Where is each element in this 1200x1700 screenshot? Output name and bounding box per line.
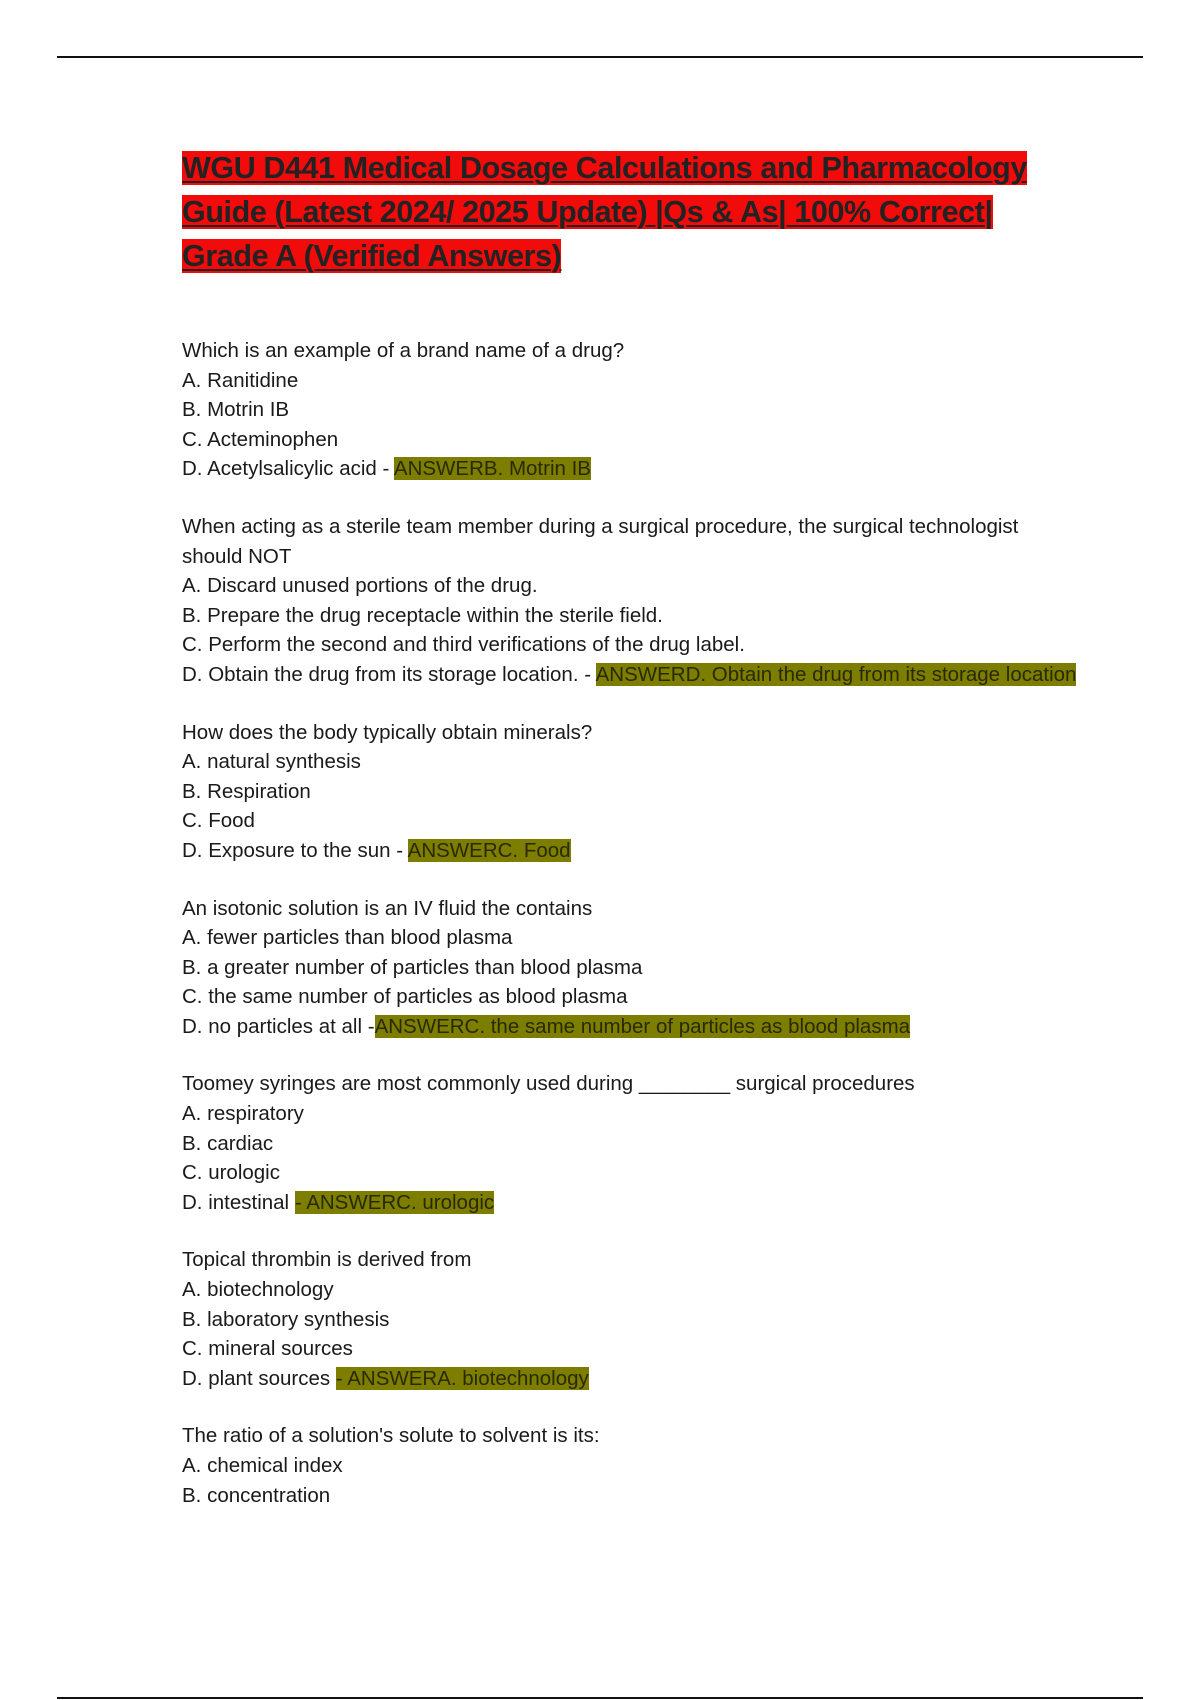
option-d: D. Acetylsalicylic acid [182,457,377,481]
answer-highlight: - ANSWERC. urologic [294,1190,495,1214]
answer-separator [330,1367,336,1390]
option-a: A. Ranitidine [182,368,299,392]
answer-separator: - [578,662,596,686]
question-text: When acting as a sterile team member during a surgical procedure, the surgical technologist should NOT [182,514,1019,568]
option-d-with-answer [182,1364,1082,1394]
question-block-6 [182,1245,1082,1393]
option-b: B. cardiac [182,1131,274,1155]
option-c: C. the same number of particles as blood plasma [182,985,628,1009]
option-d: D. Exposure to the sun [182,838,391,862]
option-b: B. Motrin IB [182,398,290,422]
option-c: C. Acteminophen [182,427,339,451]
answer-highlight: - ANSWERA. biotechnology [335,1366,589,1390]
option-d-with-answer [182,1012,1082,1042]
question-block-2 [182,512,1082,690]
option-a: A. Discard unused portions of the drug. [182,574,538,598]
option-a: A. respiratory [182,1102,304,1126]
option-d-with-answer [182,454,1082,484]
question-block-5 [182,1069,1082,1217]
option-d: D. intestinal [182,1190,290,1214]
answer-separator: - [376,457,394,481]
footer-rule [57,1697,1143,1699]
option-b: B. Respiration [182,779,311,803]
header-rule [57,56,1143,58]
option-d: D. no particles at all [182,1014,363,1038]
answer-highlight: ANSWERD. Obtain the drug from its storage location [595,662,1077,686]
option-d-with-answer [182,836,1082,866]
answer-separator [289,1191,295,1214]
answer-highlight: ANSWERC. Food [407,838,571,862]
option-c: C. Food [182,809,255,833]
option-a: A. biotechnology [182,1278,334,1302]
question-text: The ratio of a solution's solute to solvent is its: [182,1424,600,1448]
question-text: Topical thrombin is derived from [182,1248,472,1272]
question-text: Toomey syringes are most commonly used during ________ surgical procedures [182,1072,915,1096]
option-c: C. mineral sources [182,1337,353,1361]
option-c: C. Perform the second and third verifications of the drug label. [182,633,745,657]
question-text: An isotonic solution is an IV fluid the contains [182,896,593,920]
document-body [182,146,1082,1538]
answer-highlight: ANSWERB. Motrin IB [393,457,591,481]
option-d: D. plant sources [182,1366,331,1390]
question-text: How does the body typically obtain minerals? [182,720,593,744]
document-title: WGU D441 Medical Dosage Calculations and Pharmacology Guide (Latest 2024/ 2025 Update) |Qs & As| 100% Correct| Grade A (Verified Answers) [182,151,1027,273]
question-block-7 [182,1421,1082,1510]
option-c: C. urologic [182,1161,280,1185]
option-d-with-answer [182,660,1082,690]
option-b: B. laboratory synthesis [182,1307,390,1331]
option-b: B. concentration [182,1483,331,1507]
option-d: D. Obtain the drug from its storage location. [182,662,579,686]
question-block-1 [182,336,1082,484]
option-b: B. a greater number of particles than blood plasma [182,955,643,979]
option-a: A. chemical index [182,1454,343,1477]
question-block-4 [182,894,1082,1042]
option-b: B. Prepare the drug receptacle within the sterile field. [182,603,663,627]
option-a: A. natural synthesis [182,750,361,774]
answer-separator: - [362,1014,375,1038]
option-a: A. fewer particles than blood plasma [182,926,513,950]
option-d-with-answer [182,1188,1082,1218]
answer-separator: - [390,838,408,862]
answer-highlight: ANSWERC. the same number of particles as blood plasma [374,1014,911,1038]
question-text: Which is an example of a brand name of a drug? [182,339,625,362]
question-block-3 [182,718,1082,866]
